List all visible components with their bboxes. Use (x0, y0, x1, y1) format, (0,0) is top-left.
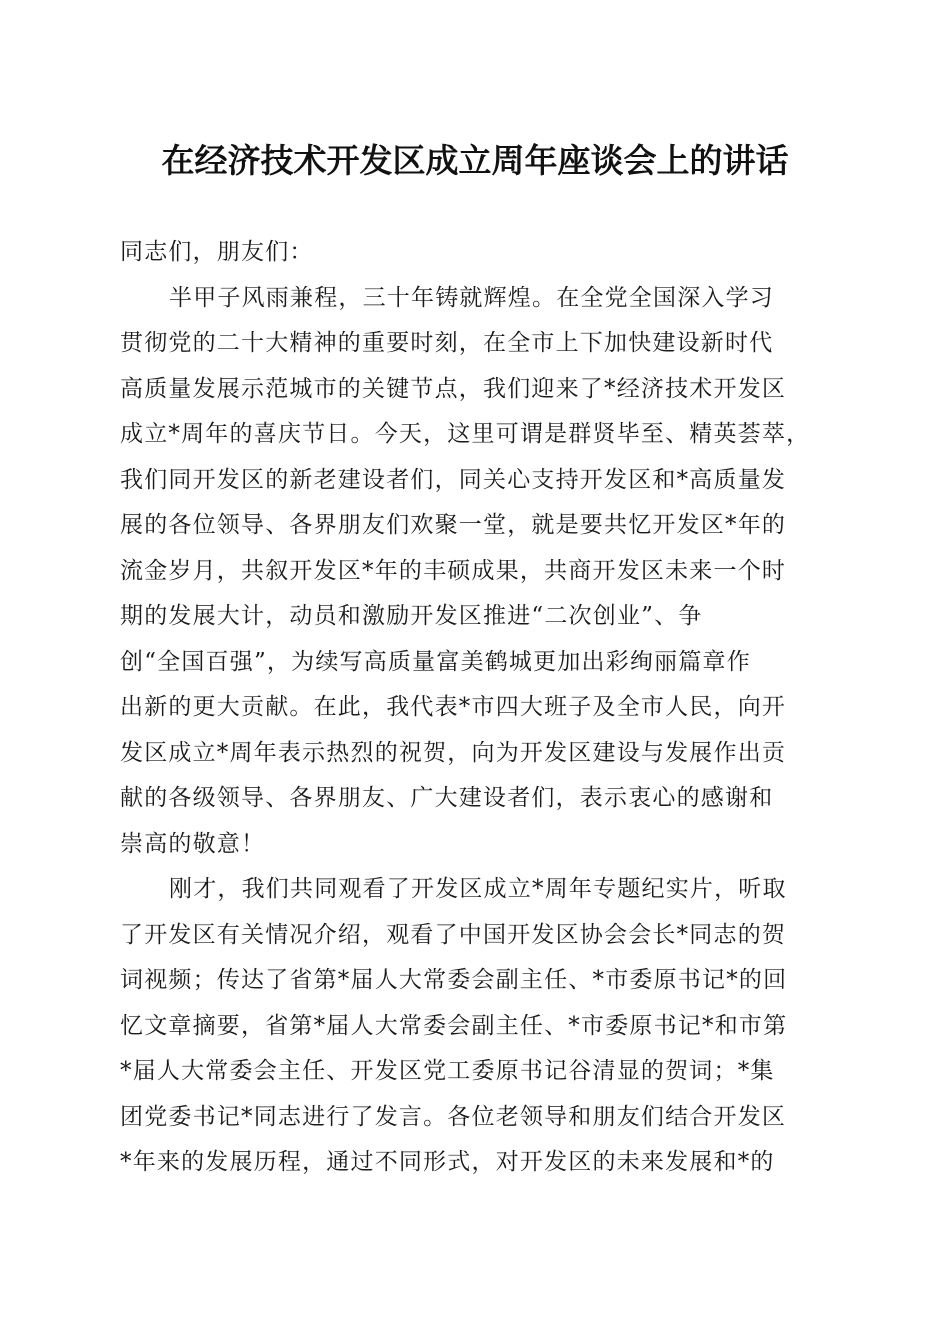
paragraph-2 (120, 867, 824, 1186)
document-title: 在经济技术开发区成立周年座谈会上的讲话 (161, 141, 789, 180)
salutation: 同志们，朋友们： (120, 239, 314, 265)
paragraph-line: 出新的更大贡献。在此，我代表*市四大班子及全市人民，向开 (120, 694, 787, 720)
paragraph-line: 展的各位领导、各界朋友们欢聚一堂，就是要共忆开发区*年的 (120, 512, 787, 538)
paragraph-line: 高质量发展示范城市的关键节点，我们迎来了*经济技术开发区 (120, 375, 787, 402)
paragraph-line: *届人大常委会主任、开发区党工委原书记谷清显的贺词；*集 (120, 1058, 775, 1084)
paragraph-line: 成立*周年的喜庆节日。今天，这里可谓是群贤毕至、精英荟萃， (120, 421, 811, 447)
paragraph-line: 团党委书记*同志进行了发言。各位老领导和朋友们结合开发区 (120, 1103, 787, 1130)
paragraph-line: 词视频；传达了省第*届人大常委会副主任、*市委原书记*的回 (120, 967, 788, 993)
document-body (120, 230, 824, 1186)
paragraph-line: 刚才，我们共同观看了开发区成立*周年专题纪实片，听取 (169, 876, 787, 902)
paragraph-line: 忆文章摘要，省第*届人大常委会副主任、*市委原书记*和市第 (120, 1012, 788, 1039)
paragraph-line: 创“全国百强”，为续写高质量富美鹤城更加出彩绚丽篇章作 (120, 648, 751, 675)
paragraph-line: 我们同开发区的新老建设者们，同关心支持开发区和*高质量发 (120, 466, 787, 493)
paragraph-line: 了开发区有关情况介绍，观看了中国开发区协会会长*同志的贺 (120, 921, 787, 948)
paragraph-line: 贯彻党的二十大精神的重要时刻，在全市上下加快建设新时代 (120, 330, 774, 356)
paragraph-line: 半甲子风雨兼程，三十年铸就辉煌。在全党全国深入学习 (169, 284, 774, 311)
paragraph-line: 流金岁月，共叙开发区*年的丰硕成果，共商开发区未来一个时 (120, 557, 787, 584)
paragraph-1 (120, 276, 824, 868)
paragraph-line: 期的发展大计，动员和激励开发区推进“二次创业”、争 (120, 603, 703, 629)
paragraph-line: 崇高的敬意！ (120, 830, 266, 857)
paragraph-line: *年来的发展历程，通过不同形式，对开发区的未来发展和*的 (120, 1149, 775, 1175)
paragraph-line: 发区成立*周年表示热烈的祝贺，向为开发区建设与发展作出贡 (120, 739, 787, 766)
paragraph-line: 献的各级领导、各界朋友、广大建设者们，表示衷心的感谢和 (120, 785, 774, 811)
